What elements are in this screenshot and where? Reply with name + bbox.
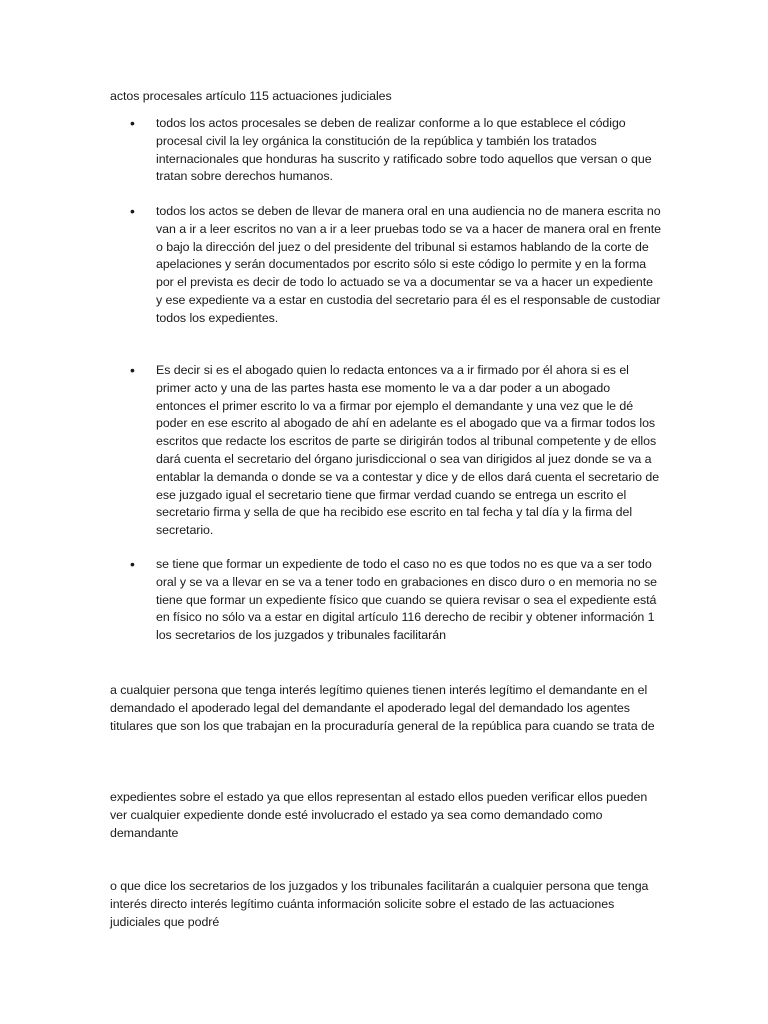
body-paragraph: o que dice los secretarios de los juzgados y los tribunales facilitarán a cualquier persona que tenga interés directo interés legítimo cuánta información solicite sobre el estado de las actuaciones judiciales que podré <box>110 879 649 929</box>
bullet-icon: • <box>130 556 135 572</box>
bullet-icon: • <box>130 362 135 378</box>
bullet-text: Es decir si es el abogado quien lo redacta entonces va a ir firmado por él ahora si es el primer acto y una de las partes hasta ese momento le va a dar poder a un abogado entonces el primer escrito lo va a firmar por ejemplo el demandante y una vez que le dé poder en ese escrito al abogado de ahí en adelante es el abogado que va a firmar todos los escritos que redacte los escritos de parte se dirigirán todos al tribunal competente y de ellos dará cuenta el secretario del órgano jurisdiccional o sea van dirigidos al juez donde se va a entablar la demanda o donde se va a contestar y dice y de ellos dará cuenta el secretario de ese juzgado igual el secretario tiene que firmar verdad cuando se entrega un escrito el secretario firma y sella de que ha recibido ese escrito en tal fecha y tal día y la firma del secretario. <box>156 363 660 538</box>
bullet-text: todos los actos se deben de llevar de manera oral en una audiencia no de manera escrita no van a ir a leer escritos no van a ir a leer pruebas todo se va a hacer de manera oral en frente o bajo la dirección del juez o del presidente del tribunal si estamos hablando de la corte de apelaciones y serán documentados por escrito sólo si este código lo permite y en la forma por el prevista es decir de todo lo actuado se va a documentar se va a hacer un expediente y ese expediente va a estar en custodia del secretario para él es el responsable de custodiar todos los expedientes. <box>156 204 661 325</box>
document-heading: actos procesales artículo 115 actuaciones judiciales <box>110 89 392 103</box>
bullet-icon: • <box>130 115 135 131</box>
body-paragraph: a cualquier persona que tenga interés legítimo quienes tienen interés legítimo el demandante en el demandado el apoderado legal del demandante el apoderado legal del demandado los agentes titulares que son los que trabajan en la procuraduría general de la república para cuando se trata de <box>110 683 655 733</box>
bullet-text: todos los actos procesales se deben de realizar conforme a lo que establece el código procesal civil la ley orgánica la constitución de la república y también los tratados internacionales que honduras ha suscrito y ratificado sobre todo aquellos que versan o que tratan sobre derechos humanos. <box>156 116 652 184</box>
body-paragraph: expedientes sobre el estado ya que ellos representan al estado ellos pueden verificar ellos pueden ver cualquier expediente donde esté involucrado el estado ya sea como demandado como demandante <box>110 790 648 840</box>
bullet-icon: • <box>130 203 135 219</box>
bullet-text: se tiene que formar un expediente de todo el caso no es que todos no es que va a ser todo oral y se va a llevar en se va a tener todo en grabaciones en disco duro o en memoria no se tiene que formar un expediente físico que cuando se quiera revisar o sea el expediente está en físico no sólo va a estar en digital artículo 116 derecho de recibir y obtener información 1 los secretarios de los juzgados y tribunales facilitarán <box>156 557 658 643</box>
